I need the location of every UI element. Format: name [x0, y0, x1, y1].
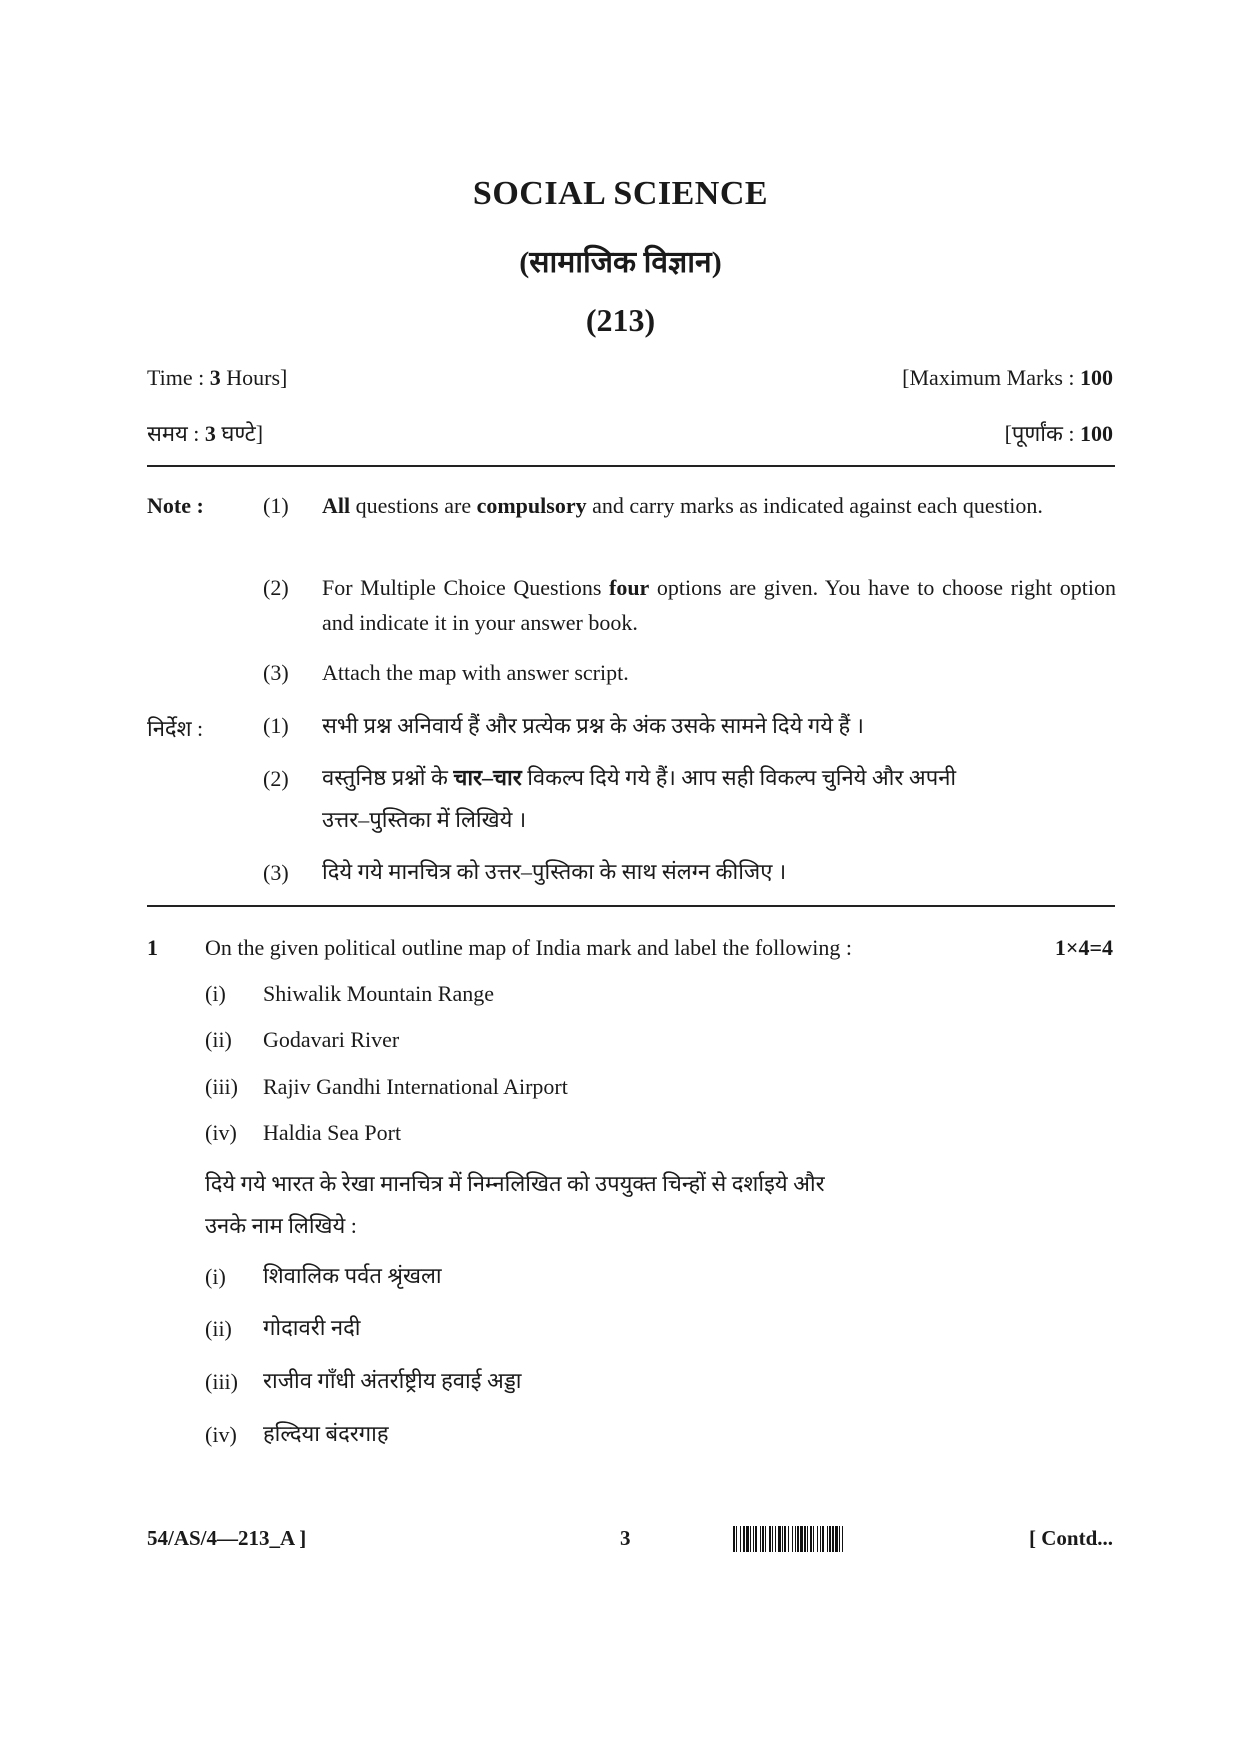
nirdesh-item-text: सभी प्रश्न अनिवार्य हैं और प्रत्येक प्रश्न के अंक उसके सामने दिये गये हैं । — [322, 713, 864, 738]
option-text: Rajiv Gandhi International Airport — [263, 1074, 568, 1099]
option-text: Haldia Sea Port — [263, 1120, 402, 1145]
option-text-hindi: राजीव गाँधी अंतर्राष्ट्रीय हवाई अड्डा — [263, 1368, 522, 1393]
option-number: (ii) — [205, 1027, 232, 1052]
paper-title: SOCIAL SCIENCE — [472, 175, 769, 212]
max-marks-english: [Maximum Marks : 100 — [902, 365, 1113, 390]
note-item-text: All questions are compulsory and carry marks as indicated against each question. — [322, 493, 1043, 518]
option-text-hindi: हल्दिया बंदरगाह — [263, 1421, 389, 1446]
option-number: (iii) — [205, 1074, 238, 1099]
continued-label: [ Contd... — [1028, 1526, 1113, 1550]
instructions-divider — [147, 905, 1115, 907]
nirdesh-item-text-line2: उत्तर–पुस्तिका में लिखिये । — [322, 807, 527, 832]
time-hindi: समय : 3 घण्टे] — [147, 421, 264, 446]
nirdesh-item-number: (1) — [263, 713, 289, 738]
option-number: (i) — [205, 1264, 226, 1289]
question-text-hindi-line2: उनके नाम लिखिये : — [205, 1213, 357, 1238]
subject-code: (213) — [585, 302, 656, 338]
nirdesh-item-text: वस्तुनिष्ठ प्रश्नों के चार–चार विकल्प दिये गये हैं। आप सही विकल्प चुनिये और अपनी — [322, 765, 957, 790]
max-marks-hindi: [पूर्णांक : 100 — [1004, 421, 1113, 446]
option-number: (iii) — [205, 1369, 238, 1394]
question-text: On the given political outline map of India mark and label the following : — [205, 935, 853, 960]
paper-code: 54/AS/4—213_A ] — [147, 1526, 307, 1550]
question-number: 1 — [147, 935, 158, 960]
barcode-icon — [733, 1526, 983, 1552]
paper-title-hindi: (सामाजिक विज्ञान) — [519, 246, 722, 279]
nirdesh-item-number: (2) — [263, 766, 289, 791]
question-marks: 1×4=4 — [1054, 935, 1113, 960]
option-text: Godavari River — [263, 1027, 400, 1052]
nirdesh-label: निर्देश : — [147, 716, 204, 741]
option-number: (ii) — [205, 1316, 232, 1341]
nirdesh-item-text: दिये गये मानचित्र को उत्तर–पुस्तिका के साथ संलग्न कीजिए । — [322, 859, 787, 884]
time-english: Time : 3 Hours] — [147, 365, 288, 390]
note-item-text: For Multiple Choice Questions four options are given. You have to choose right option and indicate it in your answer book. — [322, 575, 1116, 635]
note-item-number: (1) — [263, 493, 289, 518]
note-item-text: Attach the map with answer script. — [322, 660, 629, 685]
option-text-hindi: शिवालिक पर्वत श्रृंखला — [263, 1263, 442, 1288]
page-number: 3 — [620, 1526, 631, 1550]
option-number: (iv) — [205, 1422, 237, 1447]
nirdesh-item-number: (3) — [263, 860, 289, 885]
option-text-hindi: गोदावरी नदी — [263, 1315, 361, 1340]
option-text: Shiwalik Mountain Range — [263, 981, 494, 1006]
option-number: (i) — [205, 981, 226, 1006]
note-label: Note : — [147, 493, 204, 518]
header-divider — [147, 465, 1115, 467]
question-text-hindi: दिये गये भारत के रेखा मानचित्र में निम्नलिखित को उपयुक्त चिन्हों से दर्शाइये और — [205, 1171, 825, 1196]
option-number: (iv) — [205, 1120, 237, 1145]
note-item-number: (3) — [263, 660, 289, 685]
note-item-number: (2) — [263, 575, 289, 600]
